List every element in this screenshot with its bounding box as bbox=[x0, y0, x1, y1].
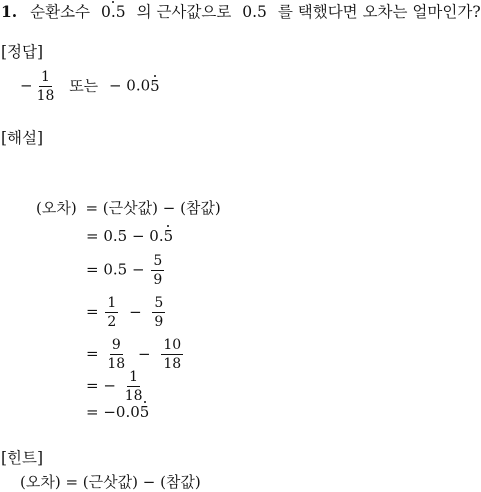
line5-op: − bbox=[137, 344, 151, 363]
line5-eq: = bbox=[86, 344, 99, 363]
line5-num2: 10 bbox=[163, 337, 182, 353]
line3-den: 9 bbox=[153, 272, 163, 288]
line6-eq: = − bbox=[86, 376, 116, 395]
explanation-line-4 bbox=[86, 296, 167, 329]
explanation-line-6 bbox=[86, 370, 147, 403]
explanation-line-7 bbox=[86, 402, 149, 422]
question-number: 1. bbox=[1, 2, 18, 21]
explanation-line-3 bbox=[86, 254, 166, 287]
answer-frac-den: 18 bbox=[36, 88, 55, 104]
explanation-line-5 bbox=[86, 338, 185, 371]
answer-frac-num: 1 bbox=[41, 69, 50, 85]
answer-alt-digit: 5 bbox=[150, 76, 160, 95]
line5-den2: 18 bbox=[163, 356, 182, 372]
line4-den2: 9 bbox=[154, 314, 164, 330]
answer-value bbox=[20, 70, 160, 103]
line7-prefix: = −0.0 bbox=[86, 403, 140, 421]
answer-fraction bbox=[35, 70, 57, 103]
line2-prefix: = 0.5 − 0. bbox=[86, 227, 164, 245]
line3-prefix: = 0.5 − bbox=[86, 260, 145, 279]
hint-label: [힌트] bbox=[1, 449, 44, 467]
question-text-after: 를 택했다면 오차는 얼마인가? bbox=[277, 3, 481, 21]
line5-num1: 9 bbox=[111, 337, 121, 353]
answer-minus: − bbox=[20, 76, 33, 95]
explanation-label: [해설] bbox=[1, 129, 44, 147]
line4-fraction-2 bbox=[152, 296, 165, 329]
question-line bbox=[1, 2, 481, 22]
line7-digit: 5 bbox=[139, 403, 150, 421]
line4-num2: 5 bbox=[154, 295, 164, 311]
line5-den1: 18 bbox=[107, 356, 126, 372]
explanation-line-2 bbox=[86, 226, 173, 246]
line3-num: 5 bbox=[153, 253, 163, 269]
error-rhs: = (근삿값) − (참값) bbox=[85, 199, 221, 217]
hint-formula: (오차) = (근삿값) − (참값) bbox=[20, 473, 201, 491]
error-lhs: (오차) bbox=[36, 199, 77, 217]
line3-fraction bbox=[151, 254, 164, 287]
question-approx: 0.5 bbox=[242, 3, 267, 21]
line4-num1: 1 bbox=[107, 295, 117, 311]
line4-fraction-1 bbox=[105, 296, 118, 329]
line6-num: 1 bbox=[129, 369, 139, 385]
explanation-line-1 bbox=[36, 198, 221, 218]
line4-den1: 2 bbox=[107, 314, 117, 330]
question-decimal: 0.5 bbox=[100, 3, 126, 21]
answer-alt-prefix: − 0.0 bbox=[108, 76, 151, 95]
line6-fraction bbox=[123, 370, 145, 403]
answer-connector: 또는 bbox=[69, 76, 99, 95]
line5-fraction-2 bbox=[161, 338, 183, 371]
answer-label: [정답] bbox=[1, 43, 44, 61]
line4-op: − bbox=[129, 302, 142, 321]
question-text-before: 순환소수 bbox=[30, 3, 91, 21]
question-text-mid: 의 근사값으로 bbox=[136, 3, 232, 21]
line4-eq: = bbox=[86, 302, 99, 321]
line6-den: 18 bbox=[124, 388, 143, 404]
line5-fraction-1 bbox=[105, 338, 127, 371]
line2-digit: 5 bbox=[163, 227, 174, 245]
